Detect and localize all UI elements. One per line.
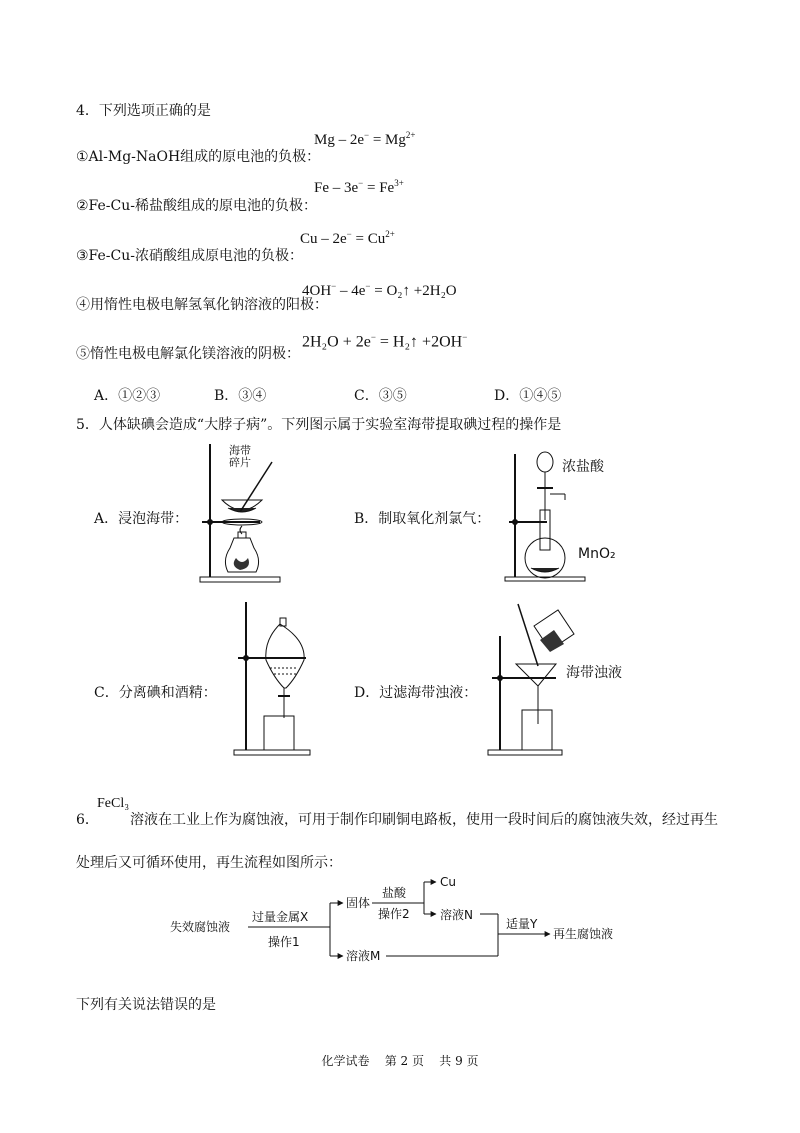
q4-option-a: A．①②③ — [94, 388, 161, 404]
flow-start-label: 失效腐蚀液 — [170, 920, 231, 934]
apparatus-a-annotation: 海带碎片 — [229, 444, 251, 469]
flow-end-label: 再生腐蚀液 — [553, 927, 614, 941]
q4-item-4-equation: 4OH− – 4e− = O₂↑ +2H₂O — [302, 281, 457, 299]
q5-option-b: B．制取氧化剂氯气： — [354, 511, 491, 527]
q4-option-d: D．①④⑤ — [494, 388, 562, 404]
q4-option-b: B．③④ — [214, 388, 267, 404]
q4-item-5-equation: 2H₂O + 2e− = H₂↑ +2OH− — [302, 332, 468, 351]
q5-option-a: A．浸泡海带： — [94, 511, 189, 527]
apparatus-d-annotation: 海带浊液 — [566, 665, 622, 681]
q6-number: 6． — [76, 812, 99, 828]
flow-step2-top: 盐酸 — [382, 886, 407, 900]
flow-solid-label: 固体 — [346, 896, 371, 910]
page-footer: 化学试卷 第 2 页 共 9 页 — [321, 1054, 479, 1068]
flow-step1-top: 过量金属X — [252, 910, 309, 924]
regeneration-flow-diagram — [170, 874, 630, 966]
q5-option-d: D．过滤海带浊液： — [354, 685, 478, 701]
q4-option-c: C．③⑤ — [354, 388, 407, 404]
q4-item-5-label: ⑤惰性电极电解氯化镁溶液的阴极： — [76, 346, 300, 362]
flow-step-y-label: 适量Y — [506, 917, 538, 931]
q4-item-1-equation: $Mg - 2e^- = Mg^{2+}$ — [314, 130, 416, 148]
q4-item-3-equation: $Cu - 2e^- = Cu^{2+}$ — [300, 229, 395, 247]
q6-formula: FeCl₃ — [97, 796, 130, 811]
flow-step1-bottom: 操作1 — [268, 935, 300, 949]
q4-item-4-label: ④用惰性电极电解氢氧化钠溶液的阳极： — [76, 297, 328, 313]
apparatus-b-annotation-mno2: MnO₂ — [578, 546, 616, 562]
flow-solution-m-label: 溶液M — [346, 949, 381, 963]
q6-tail: 下列有关说法错误的是 — [76, 997, 216, 1013]
q4-item-3-label: ③Fe-Cu-浓硝酸组成原电池的负极： — [76, 248, 303, 264]
flow-solution-n-label: 溶液N — [440, 908, 473, 922]
q6-stem-line2: 处理后又可循环使用，再生流程如图所示： — [76, 855, 342, 871]
q4-stem: 4．下列选项正确的是 — [76, 103, 211, 119]
q6-stem-line1: 溶液在工业上作为腐蚀液，可用于制作印刷铜电路板，使用一段时间后的腐蚀液失效，经过再生 — [130, 812, 718, 828]
q5-option-c: C．分离碘和酒精： — [94, 685, 217, 701]
flow-step2-bottom: 操作2 — [378, 907, 410, 921]
q4-item-1-label: ①Al-Mg-NaOH组成的原电池的负极： — [76, 149, 321, 165]
q4-item-2-label: ②Fe-Cu-稀盐酸组成的原电池的负极： — [76, 198, 317, 214]
flow-cu-label: Cu — [440, 875, 456, 889]
q4-item-2-equation: $Fe - 3e^- = Fe^{3+}$ — [314, 178, 404, 196]
q5-stem: 5．人体缺碘会造成“大脖子病”。下列图示属于实验室海带提取碘过程的操作是 — [76, 417, 562, 433]
apparatus-b-annotation-acid: 浓盐酸 — [562, 459, 604, 475]
apparatus-c-diagram — [226, 598, 326, 758]
